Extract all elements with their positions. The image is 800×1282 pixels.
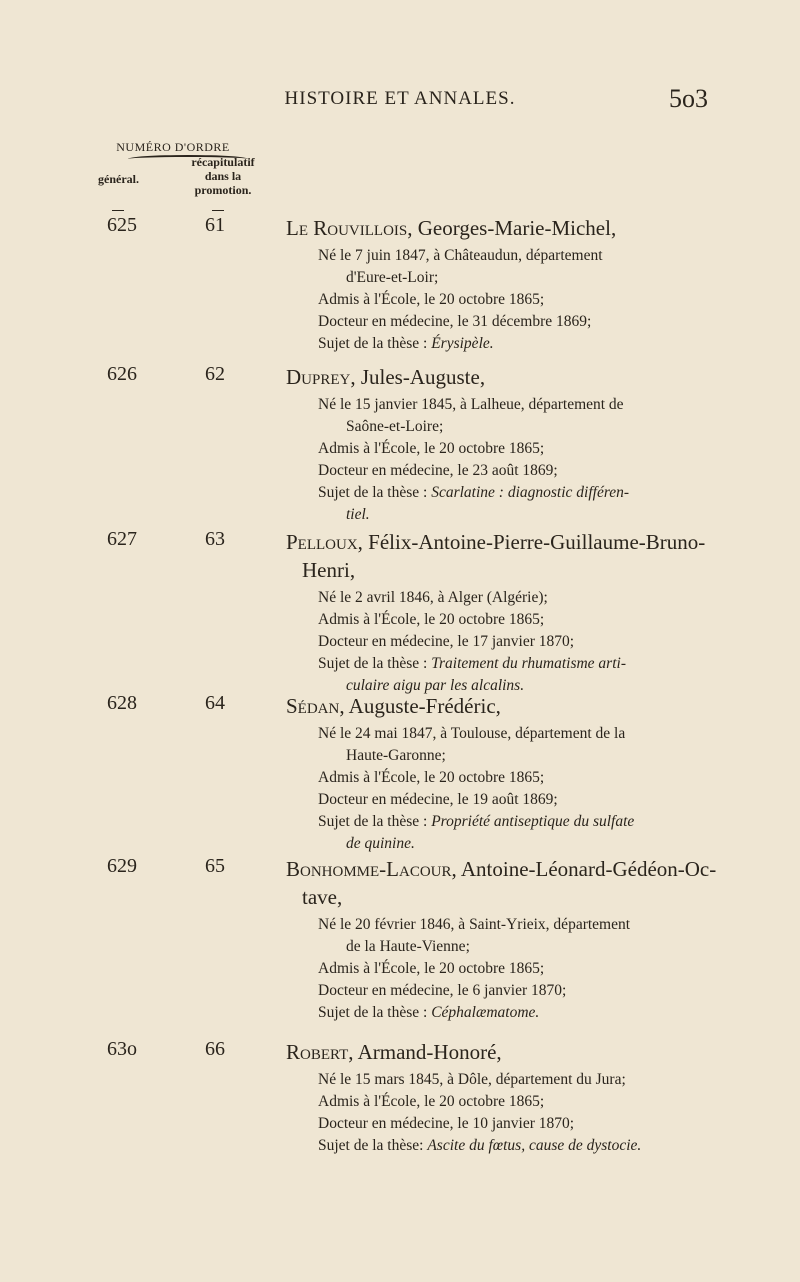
column-header-recap-line: promotion. [194,183,252,197]
entry-number-general: 63o [107,1038,137,1060]
thesis-title: Traitement du rhumatisme arti- [431,655,626,672]
entry-detail-line [318,504,738,526]
detail-text: de la Haute-Vienne; [346,938,470,955]
entry-number-general: 627 [107,528,137,550]
entry-name [286,214,726,242]
thesis-title: de quinine. [346,835,415,852]
entry-details [318,723,738,855]
entry-detail-line [318,653,738,675]
column-divider-dash [212,210,224,211]
detail-text: Docteur en médecine, le 19 août 1869; [318,791,558,808]
thesis-title: Céphalæmatome. [431,1004,540,1021]
detail-text: Né le 15 janvier 1845, à Lalheue, département de [318,396,624,413]
entry-detail-line [318,267,738,289]
detail-text: Docteur en médecine, le 23 août 1869; [318,462,558,479]
entry-given-names: , Jules-Auguste, [350,365,486,389]
entry-detail-line [318,289,738,311]
entry-detail-line [318,811,738,833]
entry-details [318,914,738,1024]
entry-detail-line [318,482,738,504]
entry-given-names: , Antoine-Léonard-Gédéon-Oc- [451,857,717,881]
thesis-label: Sujet de la thèse : [318,484,432,501]
entry-detail-line [318,416,738,438]
entry-detail-line [318,1069,738,1091]
entry-number-general: 626 [107,363,137,385]
entry-surname: Duprey [286,365,351,389]
entry-detail-line [318,980,738,1002]
entry-detail-line [318,311,738,333]
entry-given-names: , Félix-Antoine-Pierre-Guillaume-Bruno- [357,530,706,554]
thesis-label: Sujet de la thèse: [318,1137,428,1154]
entry-name-continued: Henri, [302,558,356,582]
detail-text: Admis à l'École, le 20 octobre 1865; [318,291,545,308]
entry-surname: Sédan [286,694,340,718]
detail-text: Né le 2 avril 1846, à Alger (Algérie); [318,589,548,606]
entry-detail-line [318,767,738,789]
detail-text: Saône-et-Loire; [346,418,444,435]
thesis-title: Érysipèle. [431,335,494,352]
entry-number-promotion: 64 [205,692,225,714]
thesis-label: Sujet de la thèse : [318,655,432,672]
entry-number-promotion: 61 [205,214,225,236]
entry-detail-line [318,914,738,936]
entry-detail-line [318,333,738,355]
entry-given-names: , Auguste-Frédéric, [339,694,501,718]
entry-details [318,245,738,355]
entry-number-promotion: 62 [205,363,225,385]
entry-detail-line [318,245,738,267]
entry-detail-line [318,460,738,482]
entry-detail-line [318,1002,738,1024]
entry-detail-line [318,1135,738,1157]
column-header-recap [178,155,268,197]
detail-text: Admis à l'École, le 20 octobre 1865; [318,611,545,628]
entry-detail-line [318,745,738,767]
detail-text: Docteur en médecine, le 17 janvier 1870; [318,633,575,650]
thesis-label: Sujet de la thèse : [318,813,432,830]
thesis-label: Sujet de la thèse : [318,1004,432,1021]
detail-text: Docteur en médecine, le 10 janvier 1870; [318,1115,575,1132]
entry-detail-line [318,789,738,811]
thesis-title: Propriété antiseptique du sulfate [431,813,635,830]
entry-name [286,855,726,911]
entry-surname: Robert [286,1040,349,1064]
detail-text: Né le 15 mars 1845, à Dôle, département du Jura; [318,1071,626,1088]
entry-surname: Bonhomme-Lacour [286,857,452,881]
entry-number-general: 625 [107,214,137,236]
entry-number-general: 628 [107,692,137,714]
entry-detail-line [318,394,738,416]
detail-text: d'Eure-et-Loir; [346,269,439,286]
entry-name [286,692,726,720]
entry-detail-line [318,587,738,609]
detail-text: Docteur en médecine, le 6 janvier 1870; [318,982,567,999]
entry-given-names: , Armand-Honoré, [348,1040,502,1064]
entry-surname: Le Rouvillois [286,216,408,240]
entry-name-continued: tave, [302,885,343,909]
column-header-general: général. [98,172,139,186]
entry-details [318,587,738,697]
thesis-title: Scarlatine : diagnostic différen- [431,484,630,501]
detail-text: Né le 7 juin 1847, à Châteaudun, département [318,247,603,264]
entry-detail-line [318,958,738,980]
entry-details [318,394,738,526]
thesis-title: tiel. [346,506,370,523]
entry-detail-line [318,631,738,653]
detail-text: Né le 20 février 1846, à Saint-Yrieix, département [318,916,631,933]
detail-text: Né le 24 mai 1847, à Toulouse, département de la [318,725,626,742]
entry-given-names: , Georges-Marie-Michel, [407,216,617,240]
detail-text: Admis à l'École, le 20 octobre 1865; [318,1093,545,1110]
entry-details [318,1069,738,1157]
entry-number-promotion: 66 [205,1038,225,1060]
entry-name [286,1038,726,1066]
entry-name [286,528,726,584]
entry-detail-line [318,438,738,460]
column-header-recap-line: dans la [204,169,242,183]
running-header: HISTOIRE ET ANNALES. [284,88,516,109]
thesis-label: Sujet de la thèse : [318,335,432,352]
entry-detail-line [318,1091,738,1113]
column-header-numero: NUMÉRO D'ORDRE [116,140,230,154]
detail-text: Docteur en médecine, le 31 décembre 1869; [318,313,592,330]
entry-number-promotion: 63 [205,528,225,550]
detail-text: Haute-Garonne; [346,747,446,764]
column-header-recap-line: récapitulatif [191,155,255,169]
column-divider-dash [112,210,124,211]
entry-name [286,363,726,391]
entry-number-promotion: 65 [205,855,225,877]
detail-text: Admis à l'École, le 20 octobre 1865; [318,960,545,977]
thesis-title: Ascite du fœtus, cause de dystocie. [427,1137,642,1154]
thesis-title: culaire aigu par les alcalins. [346,677,525,694]
entry-detail-line [318,1113,738,1135]
entry-detail-line [318,723,738,745]
entry-detail-line [318,833,738,855]
entry-detail-line [318,609,738,631]
detail-text: Admis à l'École, le 20 octobre 1865; [318,440,545,457]
entry-detail-line [318,936,738,958]
entry-number-general: 629 [107,855,137,877]
page-number: 5o3 [669,84,708,113]
detail-text: Admis à l'École, le 20 octobre 1865; [318,769,545,786]
entry-surname: Pelloux [286,530,358,554]
